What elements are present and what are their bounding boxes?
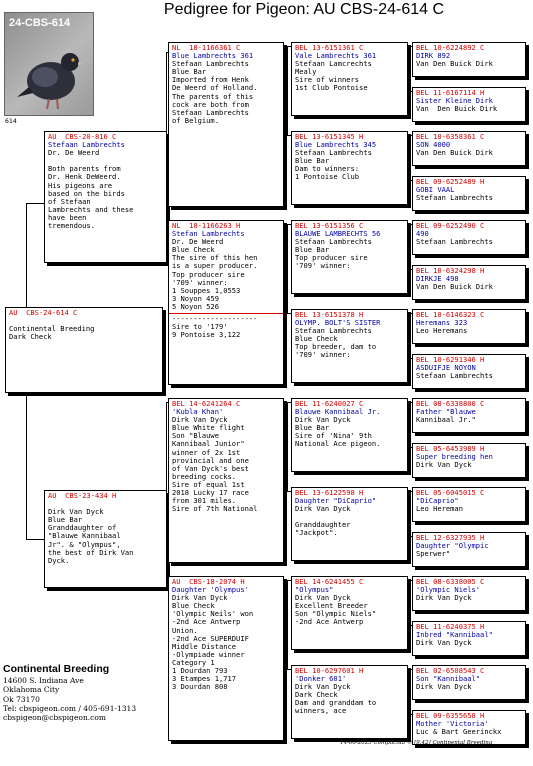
detail-line: 3 Noyon 459 (172, 293, 219, 303)
breeder-contact-line: cbspigeon@cbspigeon.com (3, 713, 106, 723)
detail-line: De Weerd of Holland. (172, 83, 258, 93)
detail-line: -------------------- (172, 314, 258, 324)
ggp-detail-line: Granddaughter (295, 520, 351, 530)
ggp-detail-line: -2nd Ace Antwerp (295, 617, 364, 627)
gggp-ring: BEL 09-6252489 H (416, 176, 485, 186)
gp-ss-name: Blue Lambrechts 361 (172, 51, 254, 61)
gggp-ring: BEL 08-6338800 C (416, 399, 485, 408)
dam-details (48, 500, 163, 565)
gggp-detail-line: Van Den Buick Dirk (416, 103, 498, 113)
connector-line (26, 393, 27, 539)
gggp-ring: BEL 10-6224892 C (416, 43, 485, 52)
great-grandparent-card (291, 576, 408, 650)
detail-line: 9 Pontoise 3,122 (172, 330, 241, 340)
detail-line: of Van Dyck's best (172, 463, 249, 473)
gggp-ring: BEL 10-6291346 H (416, 354, 485, 364)
ggp-detail-line: Sire of 'Nina' 9th (295, 431, 372, 441)
gggp-detail-line: Dirk Van Dyck (416, 637, 472, 647)
subject-details (9, 317, 159, 341)
gggp-ring: BEL 08-6338005 C (416, 577, 485, 586)
ggp-detail-line: Blue Bar (295, 245, 330, 255)
gggp-name: DIRK 892 (416, 51, 451, 61)
great-great-grandparent-card (412, 309, 526, 344)
gp-dd-name: Daughter 'Olympus' (172, 585, 249, 595)
ggp-name: Vale Lambrechts 361 (295, 51, 377, 61)
gggp-ring: BEL 09-6252490 C (416, 221, 485, 230)
detail-line: Continental Breeding (9, 324, 95, 334)
detail-line: from 301 miles. (172, 496, 237, 506)
detail-line: have been (48, 212, 87, 222)
connector-line (410, 580, 411, 625)
gggp-detail-line: Van Den Buick Dirk (416, 148, 493, 158)
gggp-ring: BEL 11-6240375 H (416, 621, 485, 631)
detail-line: based on the birds (48, 188, 125, 198)
gggp-name: Sister Kleine Dirk (416, 95, 493, 105)
gggp-detail-line: Van Den Buick Dirk (416, 281, 493, 291)
great-great-grandparent-card (412, 532, 526, 567)
detail-line: Blue Check (172, 245, 215, 255)
great-great-grandparent-card (412, 621, 526, 656)
gggp-ring: BEL 09-6355658 H (416, 710, 485, 720)
page-title: Pedigree for Pigeon: AU CBS-24-614 C (163, 1, 445, 18)
ggp-ring: BEL 13-6151378 H (295, 310, 364, 319)
gp-ss-details (172, 60, 280, 125)
breeder-info (3, 663, 168, 722)
ggp-detail-line: '709' winner: (295, 350, 351, 360)
detail-line: 3 Etampes 1,717 (172, 674, 237, 684)
ggp-ring: BEL 13-6122598 H (295, 488, 364, 497)
detail-line: -Olympiade winner (172, 649, 245, 659)
great-grandparent-card (291, 131, 408, 205)
ggp-detail-line: Stefaan Lambrechts (295, 148, 372, 158)
gggp-detail-line: Sperwer" (416, 548, 451, 558)
ggp-detail-line: 1 Pontoise Club (295, 172, 360, 182)
gggp-name: Heremans 323 (416, 318, 468, 328)
ggp-ring: BEL 10-6297601 H (295, 666, 364, 675)
connector-line (26, 203, 27, 307)
ggp-detail-line: "Jackpot". (295, 528, 338, 538)
detail-line: of Belgium. (172, 115, 219, 125)
great-great-grandparent-card (412, 443, 526, 478)
detail-line: provincial and one (172, 455, 249, 465)
gp-ss-ring: NL 18-1166361 C (172, 43, 241, 52)
detail-line: Dyck. (48, 555, 70, 565)
detail-line: 'Olympic Neils' won (172, 609, 254, 619)
detail-line: Dirk Van Dyck (172, 415, 228, 425)
ggp-detail-line: '709' winner: (295, 261, 351, 271)
gggp-detail-line: Kannibaal Jr." (416, 415, 476, 425)
gggp-ring: BEL 10-6358361 C (416, 132, 485, 141)
ggp-detail-line: Stefaan Lambrechts (295, 237, 372, 247)
ggp-detail-line: Stefaan Lamcrechts (295, 59, 372, 69)
gggp-ring: BEL 02-6508543 C (416, 666, 485, 675)
detail-line: Jr". & "Olympus", (48, 539, 121, 549)
great-great-grandparent-card (412, 487, 526, 522)
gp-ds-name: 'Kubla Khan' (172, 407, 224, 417)
grandparent-card-dd (168, 576, 284, 741)
great-great-grandparent-card (412, 665, 526, 700)
subject-ring: AU CBS-24-614 C (9, 308, 78, 317)
ggp-name: BLAUWE LAMBRECHTS 56 (295, 229, 381, 239)
gp-dd-details (172, 594, 280, 691)
connector-line (26, 539, 44, 540)
great-grandparent-card (291, 220, 408, 294)
ggp-detail-line: Dam and granddam to (295, 698, 377, 708)
ggp-detail-line: Blue Bar (295, 156, 330, 166)
breeder-contact (3, 676, 168, 722)
detail-line: Sire of 7th National (172, 504, 258, 514)
connector-line (410, 46, 411, 91)
great-grandparent-card (291, 42, 408, 116)
sire-name: Stefaan Lambrechts (48, 140, 125, 150)
great-great-grandparent-card (412, 220, 526, 255)
detail-line: Blue Bar (48, 515, 83, 525)
detail-line: 1 Dourdan 793 (172, 666, 228, 676)
detail-line: Lambrechts and these (48, 204, 134, 214)
detail-line: -2nd Ace SUPERDUIF (172, 633, 249, 643)
gp-ds-details (172, 416, 280, 513)
pigeon-icon (15, 37, 91, 113)
detail-line: Kannibaal Junior" (172, 439, 245, 449)
pigeon-photo (4, 12, 94, 116)
ggp-name: 'Donker 601' (295, 674, 347, 684)
ggp-detail-line: Dirk Van Dyck (295, 593, 351, 603)
detail-line: His pigeons are (48, 180, 113, 190)
gggp-detail-line: Stefaan Lambrechts (416, 237, 493, 247)
gggp-name: Super breeding hen (416, 451, 493, 461)
ggp-detail-line: Dirk Van Dyck (295, 504, 351, 514)
ggp-ring: BEL 13-6151361 C (295, 43, 364, 52)
gp-sd-ring: NL 18-1166263 H (172, 221, 241, 230)
grandparent-card-ss (168, 42, 284, 207)
ggp-detail-line: Mealy (295, 67, 317, 77)
detail-line: Dirk Van Dyck (48, 507, 104, 517)
breeder-contact-line: Ok 73170 (3, 694, 40, 704)
great-great-grandparent-card (412, 354, 526, 389)
great-great-grandparent-card (412, 87, 526, 122)
breeder-contact-line: 14600 S. Indiana Ave (3, 676, 84, 685)
detail-line: Son "Blauwe (172, 431, 219, 441)
ggp-detail-line: National Ace pigeon. (295, 439, 381, 449)
grandparent-card-ds (168, 398, 284, 563)
detail-line: Union. (172, 625, 198, 635)
ggp-detail-line: Excellent Breeder (295, 601, 368, 611)
ggp-detail-line: 1st Club Pontoise (295, 83, 368, 93)
footer-text: 14-06-2025 Compuclub © [9.42] Continental Breeding (340, 740, 493, 746)
detail-line: Sire to '179' (172, 322, 228, 332)
connector-line (287, 46, 288, 135)
detail-line: The parents of this (172, 91, 254, 101)
ggp-detail-line: winners, ace (295, 706, 347, 716)
detail-line: Stefaan Lambrechts (172, 59, 249, 69)
detail-line: Dr. De Weerd (172, 237, 224, 247)
grandparent-card-sd (168, 220, 284, 385)
detail-line: is a super producer. (172, 261, 258, 271)
detail-line: Dirk Van Dyck (172, 593, 228, 603)
detail-line: "Blauwe Kannibaal (48, 531, 121, 541)
great-grandparent-card (291, 487, 408, 561)
gggp-ring: BEL 05-6045015 C (416, 488, 485, 497)
detail-line: Top producer sire (172, 269, 245, 279)
detail-line: cock are both from (172, 99, 249, 109)
ggp-detail-line: Top producer sire (295, 253, 368, 263)
ggp-detail-line: Son "Olympic Niels" (295, 609, 377, 619)
gggp-detail-line: Dirk Van Dyck (416, 682, 472, 692)
detail-line: Dr. De Weerd (48, 148, 100, 158)
gggp-name: Inbred "Kannibaal" (416, 629, 493, 639)
connector-line (410, 224, 411, 269)
breeder-contact-line: Oklahoma City (3, 685, 60, 695)
sire-card (44, 131, 167, 263)
great-great-grandparent-card (412, 265, 526, 300)
detail-line: breeding cocks. (172, 471, 237, 481)
ggp-name: Blue Lambrechts 345 (295, 140, 377, 150)
detail-line: The sire of this hen (172, 253, 258, 263)
detail-line: tremendous. (48, 221, 95, 231)
gp-sd-details (172, 238, 280, 339)
ggp-detail-line: Blue Bar (295, 423, 330, 433)
detail-line: of Stefaan (48, 196, 91, 206)
detail-line: 1 Souppes 1,0553 (172, 285, 241, 295)
gp-sd-name: Stefan Lambrechts (172, 229, 245, 239)
connector-line (287, 402, 288, 491)
connector-line (287, 580, 288, 669)
gggp-detail-line: Van Den Buick Dirk (416, 59, 493, 69)
detail-line: 2018 Lucky 17 race (172, 488, 249, 498)
ggp-detail-line: Top breeder, dam to (295, 342, 377, 352)
ggp-detail-line: Sire of winners (295, 75, 360, 85)
gggp-detail-line: Dirk Van Dyck (416, 593, 472, 603)
great-great-grandparent-card (412, 176, 526, 211)
connector-line (410, 669, 411, 714)
detail-line: the best of Dirk Van (48, 547, 134, 557)
ggp-detail-line: Dark Check (295, 690, 338, 700)
ggp-detail-line: Dam to winners: (295, 164, 360, 174)
ggp-name: "Olympus" (295, 585, 334, 595)
dam-ring: AU CBS-23-434 H (48, 491, 117, 500)
connector-line (26, 203, 44, 204)
gggp-ring: BEL 12-6327935 H (416, 532, 485, 542)
detail-line: Category 1 (172, 657, 215, 667)
gggp-name: ASDUIFJE NOYON (416, 362, 476, 372)
ggp-ring: BEL 14-6241455 C (295, 577, 364, 586)
connector-line (410, 402, 411, 447)
detail-line: Sire of equal 1st (172, 479, 245, 489)
detail-line: Blue Check (172, 601, 215, 611)
breeder-contact-line: Tel: cbspigeon.com / 405-691-1313 (3, 703, 137, 713)
detail-line: Middle Distance (172, 641, 237, 651)
photo-caption: 614 (5, 117, 17, 125)
detail-line: Blue Bar (172, 67, 207, 77)
detail-line: Dr. Henk DeWeerd. (48, 172, 121, 182)
gggp-detail-line: Luc & Bart Geerinckx (416, 726, 502, 736)
gggp-detail-line: Leo Heremans (416, 326, 468, 336)
gggp-name: Mother 'Victoria' (416, 718, 489, 728)
gggp-ring: BEL 10-6324298 H (416, 265, 485, 275)
great-grandparent-card (291, 309, 408, 383)
gp-ds-ring: BEL 14-6241264 C (172, 399, 241, 408)
gggp-name: GOBI VAAL (416, 184, 455, 194)
ggp-ring: BEL 13-6151345 H (295, 132, 364, 141)
detail-line: -2nd Ace Antwerp (172, 617, 241, 627)
ggp-name: OLYMP. BOLT'S SISTER (295, 318, 381, 328)
great-great-grandparent-card (412, 576, 526, 611)
great-great-grandparent-card (412, 398, 526, 433)
dam-card (44, 490, 167, 588)
photo-ring-label: 24-CBS-614 (9, 17, 71, 29)
ggp-detail-line: Dirk Van Dyck (295, 415, 351, 425)
great-grandparent-card (291, 665, 408, 739)
gggp-detail-line: Dirk Van Dyck (416, 459, 472, 469)
great-great-grandparent-card (412, 131, 526, 166)
connector-line (287, 224, 288, 313)
subject-card (5, 307, 163, 393)
gggp-detail-line: Stefaan Lambrechts (416, 370, 493, 380)
detail-line: '709' winner: (172, 277, 228, 287)
gggp-detail-line: Leo Hereman (416, 504, 463, 514)
gggp-name: Daughter "Olympic (416, 540, 489, 550)
gp-dd-ring: AU CBS-18-2074 H (172, 577, 245, 586)
gggp-name: DIRKJE 498 (416, 273, 459, 283)
detail-line: Both parents from (48, 164, 121, 174)
gggp-name: Son "Kannibaal" (416, 674, 481, 684)
detail-line: winner of 2x 1st (172, 447, 241, 457)
detail-line: Stefaan Lambrechts (172, 107, 249, 117)
gggp-name: SON 4000 (416, 140, 451, 150)
ggp-detail-line: Stefaan Lambrechts (295, 326, 372, 336)
ggp-detail-line: Blue Check (295, 334, 338, 344)
great-great-grandparent-card (412, 42, 526, 77)
gggp-detail-line: Stefaan Lambrechts (416, 192, 493, 202)
ggp-name: Blauwe Kannibaal Jr. (295, 407, 381, 417)
detail-line: 3 Dourdan 808 (172, 682, 228, 692)
detail-line: Imported from Henk (172, 75, 249, 85)
great-grandparent-card (291, 398, 408, 472)
detail-line: Granddaughter of (48, 523, 117, 533)
breeder-name: Continental Breeding (3, 663, 110, 675)
ggp-ring: BEL 11-6240027 C (295, 399, 364, 408)
sire-ring: AU CBS-20-816 C (48, 132, 117, 141)
gggp-ring: BEL 10-6146323 C (416, 310, 485, 319)
gggp-name: 490 (416, 229, 429, 239)
gggp-name: 'Olympic Niels' (416, 585, 481, 595)
ggp-name: Daughter "DiCaprio" (295, 496, 377, 506)
gggp-name: Father "Blauwe (416, 407, 476, 417)
gggp-ring: BEL 05-6453989 H (416, 443, 485, 453)
connector-line (410, 313, 411, 358)
detail-line: 5 Noyon 526 (172, 301, 219, 311)
gggp-ring: BEL 11-6167114 H (416, 87, 485, 97)
connector-line (410, 491, 411, 536)
detail-line: Blue White flight (172, 423, 245, 433)
detail-line: Dark Check (9, 332, 52, 342)
connector-line (410, 135, 411, 180)
sire-details (48, 149, 163, 230)
ggp-detail-line: Dirk Van Dyck (295, 682, 351, 692)
gggp-name: "DiCaprio" (416, 496, 459, 506)
ggp-ring: BEL 13-6151356 C (295, 221, 364, 230)
